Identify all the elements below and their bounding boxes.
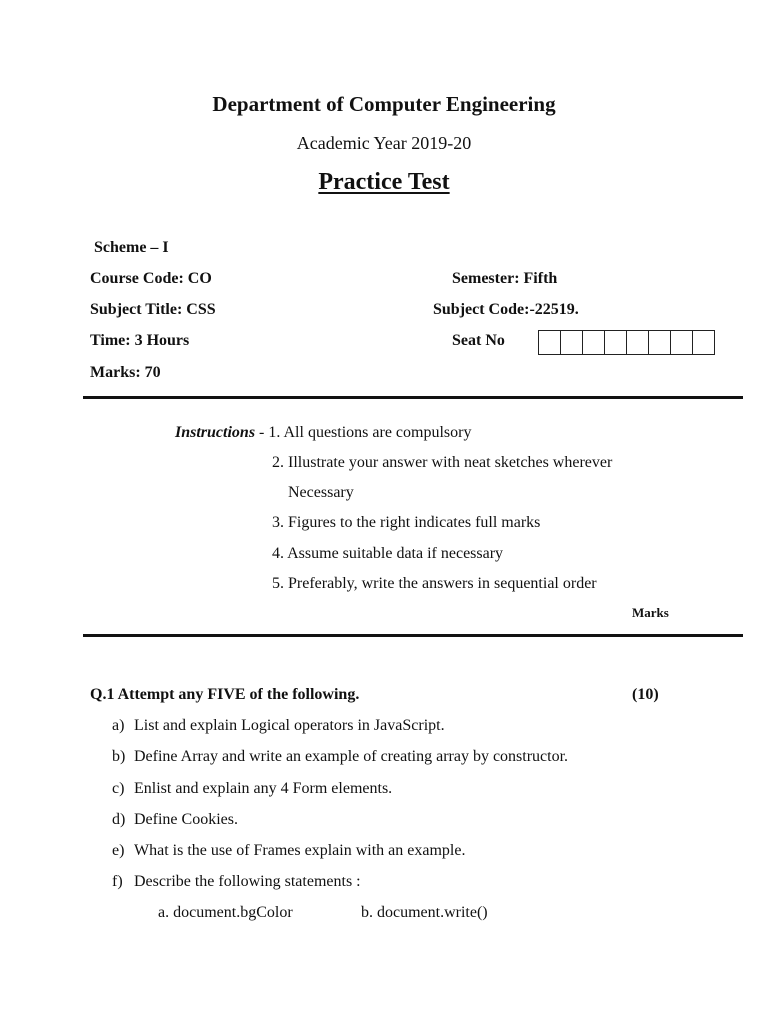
question-item-letter: b) bbox=[112, 748, 126, 765]
question-1-marks: (10) bbox=[632, 686, 659, 703]
question-item-text: Define Array and write an example of creating array by constructor. bbox=[134, 748, 569, 765]
subject-code: Subject Code:-22519. bbox=[433, 301, 579, 318]
subject-title: Subject Title: CSS bbox=[90, 301, 216, 318]
instruction-item: 4. Assume suitable data if necessary bbox=[272, 545, 504, 562]
academic-year: Academic Year 2019-20 bbox=[296, 133, 472, 153]
sub-item-letter: a. bbox=[158, 904, 170, 921]
question-item bbox=[112, 748, 568, 766]
question-item-letter: f) bbox=[112, 873, 123, 890]
seat-number-box[interactable] bbox=[560, 330, 583, 355]
question-item-text: Enlist and explain any 4 Form elements. bbox=[134, 780, 393, 797]
semester: Semester: Fifth bbox=[452, 270, 558, 287]
instruction-item: 2. Illustrate your answer with neat sketches wherever bbox=[272, 454, 613, 471]
marks-column-label: Marks bbox=[632, 605, 669, 620]
question-item-text: What is the use of Frames explain with an example. bbox=[134, 842, 466, 859]
instructions-line-1 bbox=[175, 424, 471, 442]
instruction-item: 1. All questions are compulsory bbox=[268, 424, 472, 441]
seat-number-boxes[interactable] bbox=[538, 330, 715, 355]
seat-number-box[interactable] bbox=[692, 330, 715, 355]
seat-number-box[interactable] bbox=[670, 330, 693, 355]
question-item bbox=[112, 811, 238, 829]
sub-item bbox=[361, 904, 488, 922]
instruction-item: 3. Figures to the right indicates full marks bbox=[272, 514, 541, 531]
instruction-item: Necessary bbox=[288, 484, 354, 501]
page-title: Practice Test bbox=[318, 169, 450, 195]
question-item-text: Define Cookies. bbox=[134, 811, 238, 828]
sub-item-text: document.write() bbox=[377, 904, 488, 921]
question-item-letter: d) bbox=[112, 811, 126, 828]
question-item-letter: c) bbox=[112, 780, 125, 797]
instructions-label: Instructions bbox=[175, 424, 256, 441]
seat-no-label: Seat No bbox=[452, 332, 505, 349]
time-allowed: Time: 3 Hours bbox=[90, 332, 190, 349]
question-item-letter: e) bbox=[112, 842, 125, 859]
sub-item-text: document.bgColor bbox=[173, 904, 293, 921]
question-item bbox=[112, 842, 465, 860]
question-item-text: Describe the following statements : bbox=[134, 873, 361, 890]
scheme-label: Scheme – I bbox=[94, 239, 169, 256]
question-item bbox=[112, 717, 445, 735]
question-item-text: List and explain Logical operators in JavaScript. bbox=[134, 717, 445, 734]
seat-number-box[interactable] bbox=[604, 330, 627, 355]
bottom-divider bbox=[83, 634, 743, 637]
question-item-letter: a) bbox=[112, 717, 125, 734]
question-1-heading: Q.1 Attempt any FIVE of the following. bbox=[90, 686, 360, 703]
seat-number-box[interactable] bbox=[538, 330, 561, 355]
total-marks: Marks: 70 bbox=[90, 364, 161, 381]
question-item bbox=[112, 873, 361, 891]
seat-number-box[interactable] bbox=[648, 330, 671, 355]
seat-number-box[interactable] bbox=[582, 330, 605, 355]
sub-item-letter: b. bbox=[361, 904, 373, 921]
sub-item bbox=[158, 904, 293, 922]
course-code: Course Code: CO bbox=[90, 270, 212, 287]
top-divider bbox=[83, 396, 743, 399]
instruction-item: 5. Preferably, write the answers in sequential order bbox=[272, 575, 597, 592]
seat-number-box[interactable] bbox=[626, 330, 649, 355]
department-title: Department of Computer Engineering bbox=[212, 92, 556, 116]
instructions-separator: - bbox=[255, 424, 269, 441]
question-item bbox=[112, 780, 392, 798]
